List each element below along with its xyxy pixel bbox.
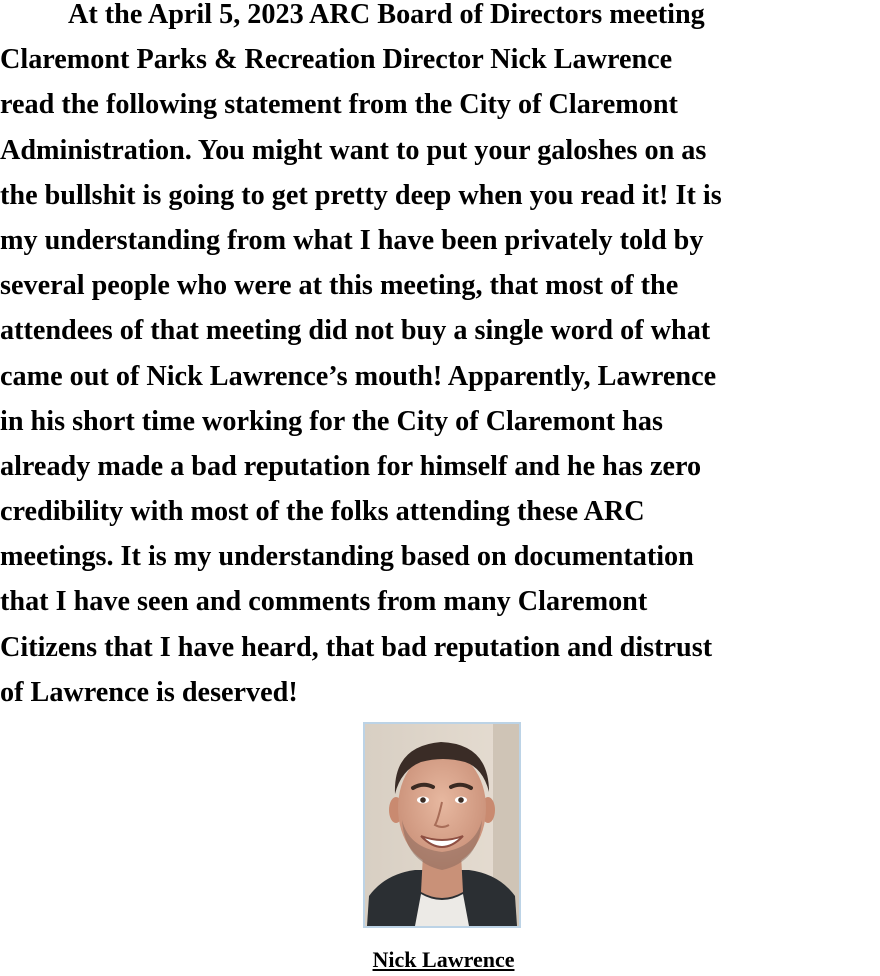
article-line: of Lawrence is deserved!: [0, 676, 298, 708]
article-line: credibility with most of the folks attending these ARC: [0, 496, 645, 528]
article-line: that I have seen and comments from many Claremont: [0, 586, 648, 618]
article-line: read the following statement from the City of Claremont: [0, 89, 678, 121]
article-line: my understanding from what I have been privately told by: [0, 224, 704, 256]
portrait-photo: [365, 724, 519, 926]
article-line: attendees of that meeting did not buy a single word of what: [0, 315, 711, 347]
portrait-frame: [363, 722, 521, 928]
article-line: meetings. It is my understanding based on documentation: [0, 541, 694, 573]
article-line: At the April 5, 2023 ARC Board of Directors meeting: [68, 0, 705, 30]
article-line: already made a bad reputation for himself and he has zero: [0, 450, 702, 482]
article-line: Claremont Parks & Recreation Director Nick Lawrence: [0, 44, 673, 76]
article-line: Administration. You might want to put your galoshes on as: [0, 134, 707, 166]
article-line: in his short time working for the City of Claremont has: [0, 405, 663, 437]
photo-caption: Nick Lawrence: [372, 947, 515, 972]
article-line: came out of Nick Lawrence’s mouth! Apparently, Lawrence: [0, 360, 717, 392]
article-line: the bullshit is going to get pretty deep when you read it! It is: [0, 179, 722, 211]
article-line: Citizens that I have heard, that bad reputation and distrust: [0, 631, 713, 663]
article-line: several people who were at this meeting, that most of the: [0, 270, 679, 302]
